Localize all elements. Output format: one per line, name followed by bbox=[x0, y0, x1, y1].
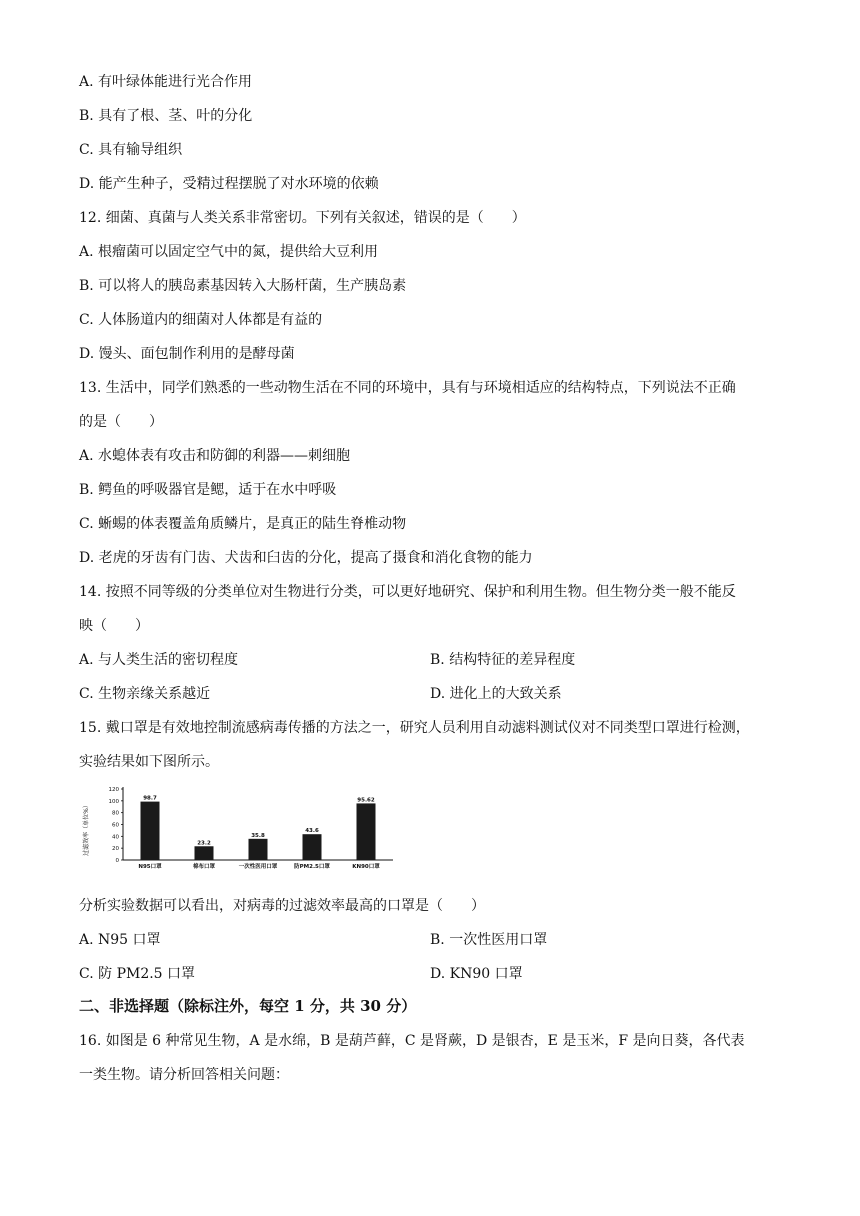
chart-bar bbox=[357, 803, 376, 860]
q15-stem-line1: 15. 戴口罩是有效地控制流感病毒传播的方法之一，研究人员利用自动滤料测试仪对不同类型口罩进行检测， bbox=[79, 720, 750, 736]
chart-x-tick-label: 棉布口罩 bbox=[192, 864, 216, 870]
q12-option-b: B. 可以将人的胰岛素基因转入大肠杆菌，生产胰岛素 bbox=[79, 278, 407, 294]
q11-option-b: B. 具有了根、茎、叶的分化 bbox=[79, 108, 253, 124]
q14-option-a: A. 与人类生活的密切程度 bbox=[79, 652, 239, 668]
chart-x-tick-label: 一次性医用口罩 bbox=[238, 864, 278, 870]
q14-stem-line2: 映（ ） bbox=[79, 618, 149, 634]
q12-stem: 12. 细菌、真菌与人类关系非常密切。下列有关叙述，错误的是（ ） bbox=[79, 210, 526, 226]
q13-option-c: C. 蜥蜴的体表覆盖角质鳞片，是真正的陆生脊椎动物 bbox=[79, 516, 407, 532]
q12-option-d: D. 馒头、面包制作利用的是酵母菌 bbox=[79, 346, 295, 362]
q14-option-d: D. 进化上的大致关系 bbox=[430, 686, 562, 702]
chart-x-tick-label: KN90口罩 bbox=[352, 864, 380, 870]
chart-bar bbox=[303, 834, 322, 860]
q13-stem-line1: 13. 生活中，同学们熟悉的一些动物生活在不同的环境中，具有与环境相适应的结构特点，下列说法不正确 bbox=[79, 380, 736, 396]
chart-data-label: 43.6 bbox=[305, 828, 319, 835]
q15-option-d: D. KN90 口罩 bbox=[430, 966, 523, 982]
chart-data-label: 35.8 bbox=[251, 832, 265, 839]
chart-bar bbox=[249, 839, 268, 860]
chart-data-label: 23.2 bbox=[197, 840, 211, 847]
q16-stem-line2: 一类生物。请分析回答相关问题： bbox=[79, 1067, 289, 1083]
chart-data-label: 95.62 bbox=[357, 797, 375, 804]
q11-option-a: A. 有叶绿体能进行光合作用 bbox=[79, 74, 253, 90]
q15-question: 分析实验数据可以看出，对病毒的过滤效率最高的口罩是（ ） bbox=[79, 898, 485, 914]
q13-option-a: A. 水螅体表有攻击和防御的利器——刺细胞 bbox=[79, 448, 351, 464]
chart-ylabel: 过滤效率（单位%） bbox=[83, 802, 90, 856]
chart-y-tick-label: 80 bbox=[112, 810, 119, 817]
section2-title: 二、非选择题（除标注外，每空 1 分，共 30 分） bbox=[79, 997, 417, 1015]
q15-option-a: A. N95 口罩 bbox=[79, 932, 161, 948]
q16-stem-line1: 16. 如图是 6 种常见生物，A 是水绵，B 是葫芦藓，C 是肾蕨，D 是银杏，E 是玉米，F 是向日葵，各代表 bbox=[79, 1033, 745, 1049]
chart-y-tick-label: 0 bbox=[115, 858, 119, 864]
q13-option-d: D. 老虎的牙齿有门齿、犬齿和臼齿的分化，提高了摄食和消化食物的能力 bbox=[79, 550, 533, 566]
q12-option-a: A. 根瘤菌可以固定空气中的氮，提供给大豆利用 bbox=[79, 244, 379, 260]
q15-option-c: C. 防 PM2.5 口罩 bbox=[79, 966, 196, 982]
chart-bar bbox=[195, 846, 214, 860]
q11-option-d: D. 能产生种子，受精过程摆脱了对水环境的依赖 bbox=[79, 176, 379, 192]
chart-y-tick-label: 40 bbox=[112, 834, 119, 841]
chart-y-tick-label: 120 bbox=[108, 787, 119, 793]
chart-x-tick-label: 防PM2.5口罩 bbox=[294, 864, 330, 870]
q12-option-c: C. 人体肠道内的细菌对人体都是有益的 bbox=[79, 312, 323, 328]
q14-option-c: C. 生物亲缘关系越近 bbox=[79, 686, 211, 702]
q13-stem-line2: 的是（ ） bbox=[79, 414, 163, 430]
chart-data-label: 98.7 bbox=[143, 795, 157, 802]
chart-y-tick-label: 20 bbox=[112, 846, 119, 853]
chart-y-tick-label: 100 bbox=[108, 798, 119, 805]
filtration-efficiency-chart bbox=[79, 783, 399, 875]
chart-bar bbox=[141, 802, 160, 860]
q15-stem-line2: 实验结果如下图所示。 bbox=[79, 754, 219, 770]
q11-option-c: C. 具有输导组织 bbox=[79, 142, 183, 158]
chart-y-tick-label: 60 bbox=[112, 822, 119, 829]
q14-stem-line1: 14. 按照不同等级的分类单位对生物进行分类，可以更好地研究、保护和利用生物。但生物分类一般不能反 bbox=[79, 584, 736, 600]
q14-option-b: B. 结构特征的差异程度 bbox=[430, 652, 576, 668]
chart-x-tick-label: N95口罩 bbox=[138, 864, 162, 870]
q15-option-b: B. 一次性医用口罩 bbox=[430, 932, 548, 948]
q13-option-b: B. 鳄鱼的呼吸器官是鳃，适于在水中呼吸 bbox=[79, 482, 337, 498]
